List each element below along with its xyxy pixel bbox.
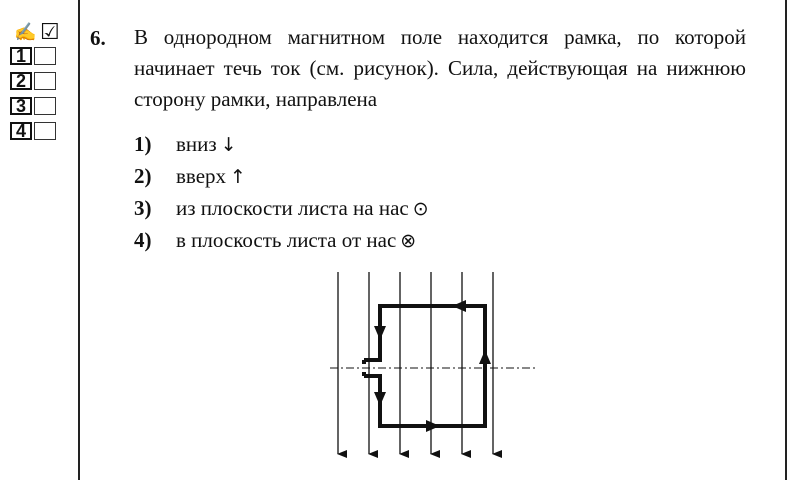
answer-number: 3 [10, 97, 32, 115]
current-direction-arrows [374, 300, 491, 432]
arrow-up-icon [479, 350, 491, 364]
arrow-down-icon [374, 392, 386, 406]
option-4 [134, 224, 429, 256]
option-number: 1) [134, 132, 152, 156]
arrow-down-icon: ↓ [220, 134, 237, 156]
answer-sheet-header [6, 18, 72, 44]
answer-box-2[interactable] [34, 72, 56, 90]
option-text: вниз [176, 132, 217, 156]
option-3 [134, 192, 429, 224]
arrow-left-icon [452, 300, 466, 312]
option-number: 3) [134, 196, 152, 220]
arrow-up-icon: ↑ [230, 166, 246, 188]
answer-row-2 [6, 69, 72, 93]
option-text: в плоскость листа от нас [176, 228, 397, 252]
answer-number: 2 [10, 72, 32, 90]
answer-options [134, 128, 429, 256]
option-text: вверх [176, 164, 227, 188]
circled-times-icon: ⊗ [400, 230, 417, 252]
answer-sheet-column [6, 18, 72, 144]
option-text: из плоскости листа на нас [176, 196, 409, 220]
arrow-down-icon [374, 326, 386, 340]
answer-row-1 [6, 44, 72, 68]
answer-box-3[interactable] [34, 97, 56, 115]
pen-icon: ✍ [14, 22, 37, 42]
option-number: 4) [134, 228, 152, 252]
answer-box-1[interactable] [34, 47, 56, 65]
arrow-right-icon [426, 420, 440, 432]
answer-number: 4 [10, 122, 32, 140]
answer-box-4[interactable] [34, 122, 56, 140]
left-margin-rule [78, 0, 80, 480]
option-number: 2) [134, 164, 152, 188]
answer-number: 1 [10, 47, 32, 65]
option-1 [134, 128, 429, 160]
option-2 [134, 160, 429, 192]
question-number: 6. [90, 26, 106, 50]
right-margin-rule [785, 0, 787, 480]
answer-row-4 [6, 119, 72, 143]
question-text: В однородном магнитном поле находится рамка, по которой начинает течь ток (см. рисунок). Сила, действующая на нижнюю сторону рамки, направлена [134, 25, 746, 111]
checkbox-checked-icon: ☑ [40, 20, 60, 45]
current-frame [364, 306, 485, 426]
magnetic-field-frame-figure [320, 262, 540, 462]
circled-dot-icon: ⊙ [412, 198, 429, 220]
answer-row-3 [6, 94, 72, 118]
